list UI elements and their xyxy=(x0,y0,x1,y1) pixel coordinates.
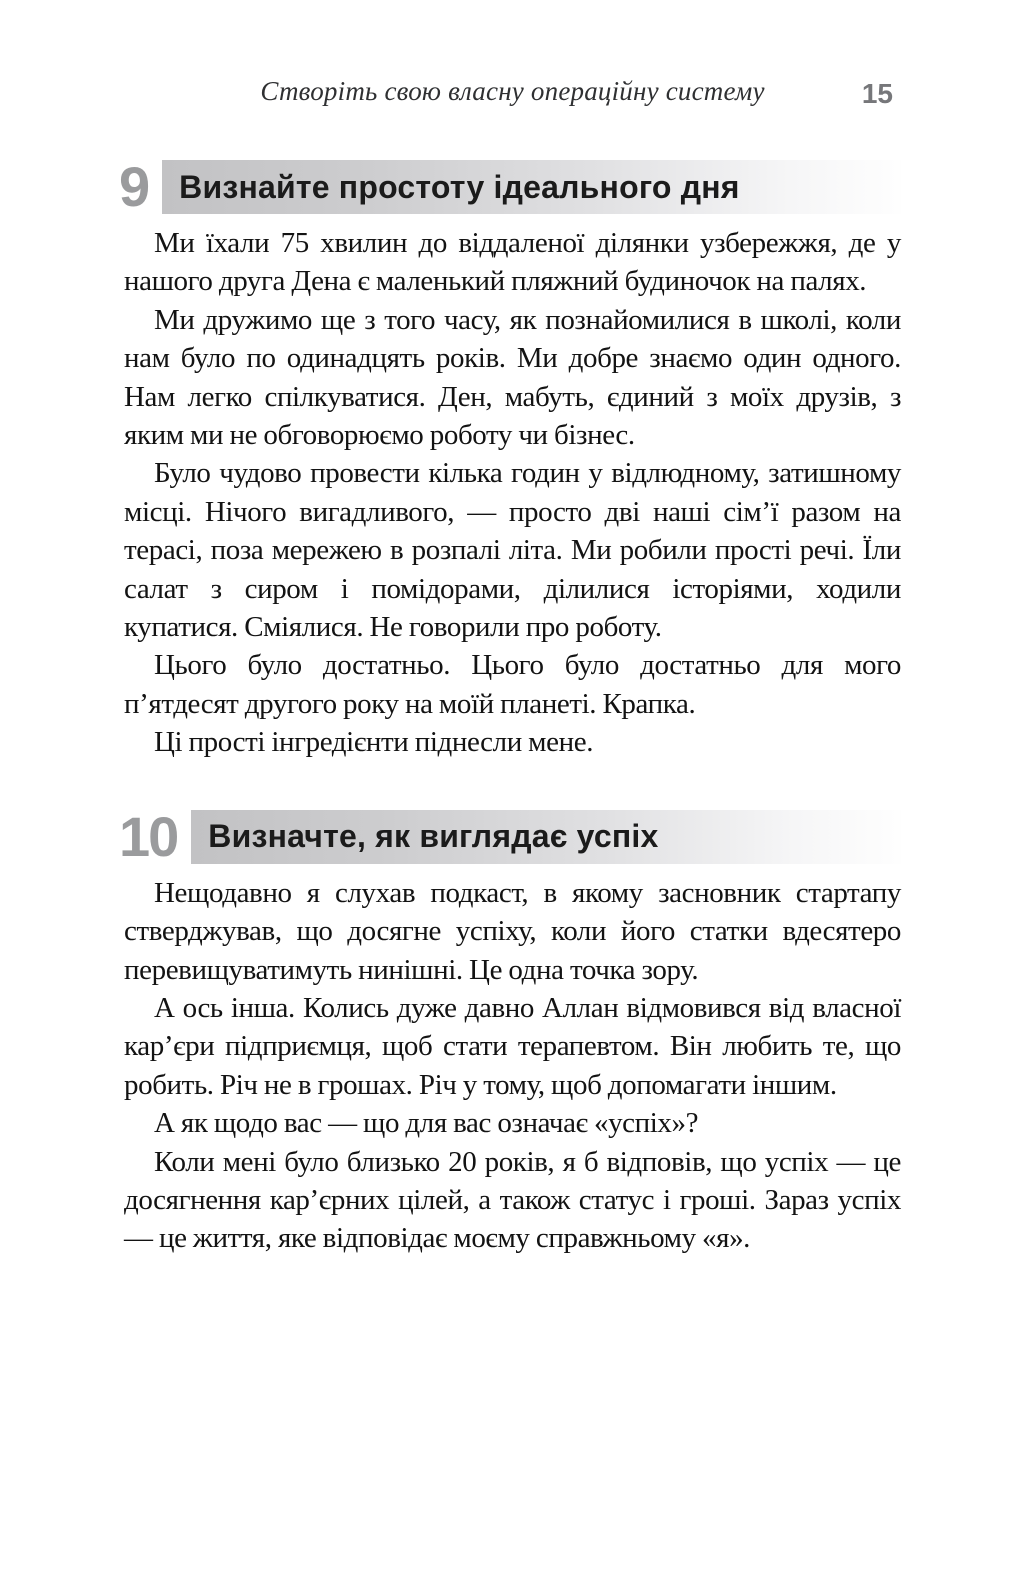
page-number: 15 xyxy=(861,78,893,109)
body-paragraph: Нещодавно я слухав подкаст, в якому засновник стартапу стверджував, що досягне успіху, коли його статки вдесятеро перевищуватимуть нинішні. Це одна точка зору. xyxy=(124,876,901,986)
page-content xyxy=(119,155,901,1258)
body-paragraph: Коли мені було близько 20 років, я б відповів, що успіх — це досягнення кар’єрних цілей, а також статус і гроші. Зараз успіх — це життя, яке відповідає моєму справжньому «я». xyxy=(124,1145,901,1255)
page-header xyxy=(124,76,901,107)
body-paragraph: Ми дружимо ще з того часу, як познайомилися в школі, коли нам було по одинадцять років. Ми добре знаємо один одного. Нам легко спілкуватися. Ден, мабуть, єдиний з моїх друзів, з яким ми не обговорюємо роботу чи бізнес. xyxy=(124,303,901,452)
section-9-body xyxy=(119,224,901,762)
section-10-header xyxy=(119,804,901,868)
body-paragraph: Було чудово провести кілька годин у відлюдному, затишному місці. Нічого вигадливого, — просто дві наші сім’ї разом на терасі, поза мережею в розпалі літа. Ми робили прості речі. Їли салат з сиром і помідорами, ділилися історіями, ходили купатися. Сміялися. Не говорили про роботу. xyxy=(124,457,901,644)
body-paragraph: Ми їхали 75 хвилин до віддаленої ділянки узбережжя, де у нашого друга Дена є маленький пляжний будиночок на палях. xyxy=(124,227,901,298)
section-number: 9 xyxy=(119,155,149,218)
section-title-bar xyxy=(162,160,901,214)
section-9-header xyxy=(119,155,901,218)
body-paragraph: Цього було достатньо. Цього було достатньо для мого п’ятдесят другого року на моїй планеті. Крапка. xyxy=(124,649,901,720)
body-paragraph: Ці прості інгредієнти піднесли мене. xyxy=(154,726,594,759)
running-head: Створіть свою власну операційну систему xyxy=(260,76,765,106)
section-title-bar xyxy=(191,810,901,864)
body-paragraph: А як щодо вас — що для вас означає «успіх»? xyxy=(154,1107,699,1140)
section-number: 10 xyxy=(119,804,178,868)
section-10-body xyxy=(119,874,901,1258)
body-paragraph: А ось інша. Колись дуже давно Аллан відмовився від власної кар’єри підприємця, щоб стати терапевтом. Він любить те, що робить. Річ не в грошах. Річ у тому, щоб допомагати іншим. xyxy=(124,991,901,1101)
section-title: Визначте, як виглядає успіх xyxy=(208,818,659,855)
section-title: Визнайте простоту ідеального дня xyxy=(179,168,740,205)
